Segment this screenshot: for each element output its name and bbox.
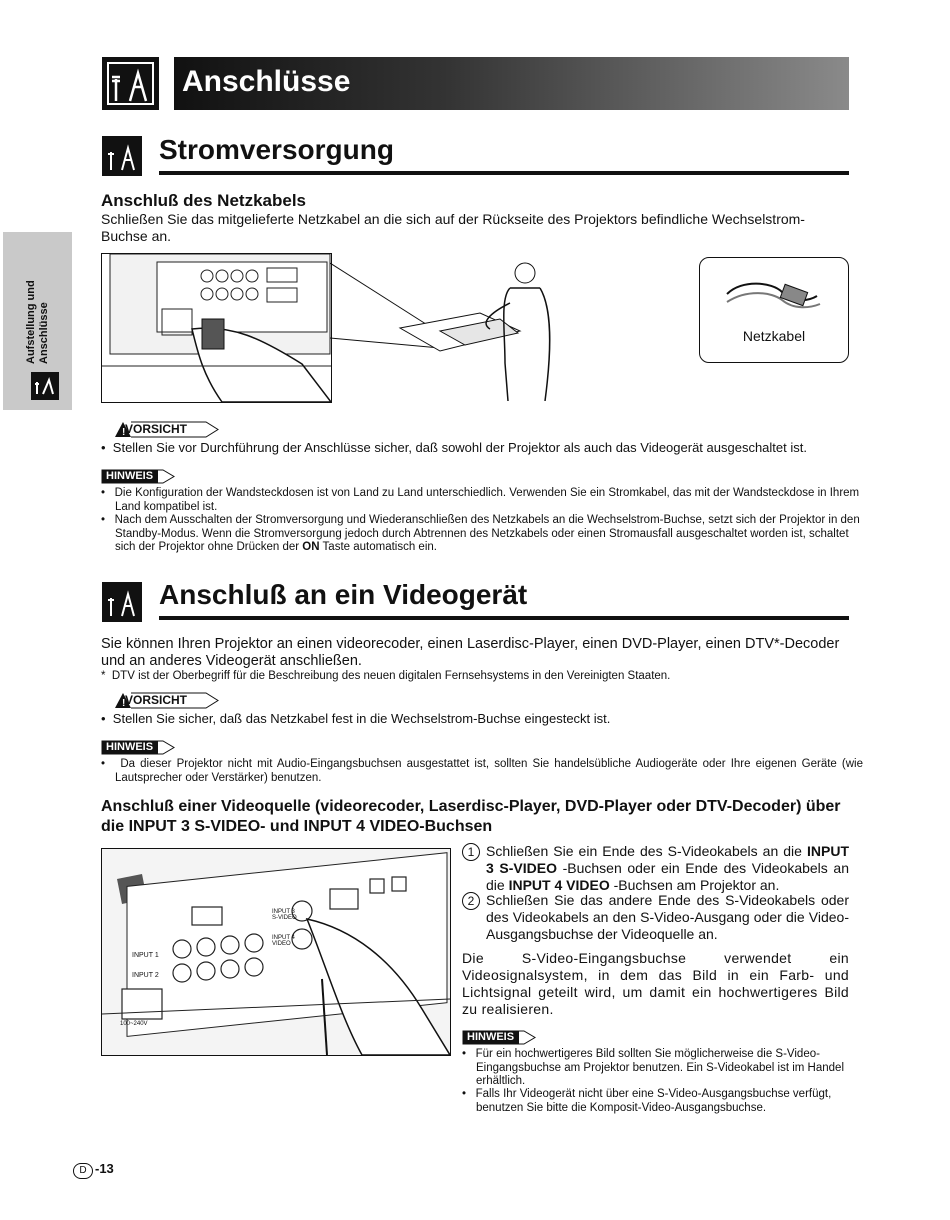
power-socket-illustration [101,253,332,403]
page-title: Anschlüsse [182,65,351,98]
connector-icon [102,57,159,110]
intro-text: Sie können Ihren Projektor an einen videorecoder, einen Laserdisc-Player, einen DVD-Player, einen DTV*-Decoder und an anderes Videogerät anschließen. [101,636,840,669]
projector-user-illustration [330,253,560,401]
svg-text:!: ! [122,427,126,438]
input-panel-illustration [101,848,451,1056]
step-1: 1 Schließen Sie ein Ende des S-Videokabels an die INPUT 3 S-VIDEO -Buchsen oder ein Ende des Videokabels an die INPUT 4 VIDEO -Buchsen am Projektor an. [462,843,849,894]
caution-label: VORSICHT [125,422,188,436]
note-tag [101,469,175,489]
note-item: • Nach dem Ausschalten der Stromversorgung und Wiederanschließen des Netzkabels an die Wechselstrom-Buchse, setzt sich der Projektor in den Standby-Modus. Wenn die Stromversorgung jedoch durch Abtrennen des Netzkabels oder einen Stromausfall ausgeschaltet worden ist, schaltet sich der Projektor ohne Drücken der ON Taste automatisch ein. [101,514,860,553]
svg-text:!: ! [122,698,126,709]
caution-text: • Stellen Sie vor Durchführung der Anschlüsse sicher, daß sowohl der Projektor als auch das Videogerät ausgeschaltet ist. [101,440,807,455]
note-label: HINWEIS [106,470,154,482]
page-number [73,1160,114,1179]
panel-label: INPUT 1 [132,952,159,959]
step-number: 1 [462,843,480,861]
section-rule [159,171,849,175]
connector-icon [102,136,142,176]
note-item: • Falls Ihr Videogerät nicht über eine S-Video-Ausgangsbuchse verfügt, benutzen Sie bitte die Komposit-Video-Ausgangsbuchse. [462,1088,832,1114]
footnote: * DTV ist der Oberbegriff für die Beschreibung des neuen digitalen Fernsehsystems in den Vereinigten Staaten. [101,670,671,682]
step-number: 2 [462,892,480,910]
section-title: Stromversorgung [159,134,394,165]
note-item: • Für ein hochwertigeres Bild sollten Sie möglicherweise die S-Video-Eingangsbuchse am Projektor benutzen. Ein S-Videokabel ist im Handel erhältlich. [462,1048,844,1087]
caution-text: • Stellen Sie sicher, daß das Netzkabel fest in die Wechselstrom-Buchse eingesteckt ist. [101,711,611,726]
note-label: HINWEIS [467,1031,515,1043]
note-item: • Die Konfiguration der Wandsteckdosen ist von Land zu Land unterschiedlich. Verwenden Sie ein Stromkabel, das mit der Wandsteckdose in Ihrem Land kompatibel ist. [101,487,860,513]
intro-text: Schließen Sie das mitgelieferte Netzkabel an die sich auf der Rückseite des Projektors befindliche Wechselstrom-Buchse an. [101,211,805,244]
note-tag [101,740,175,760]
side-tab-label: Aufstellung und Anschlüsse [25,280,50,364]
connector-icon [31,372,59,400]
note-label: HINWEIS [106,741,154,753]
step-2: 2 Schließen Sie das andere Ende des S-Videokabels oder des Videokabels an den S-Video-Ausgang oder die Video-Ausgangsbuchse der Videoquelle an. [462,892,849,943]
panel-label: INPUT 2 [132,972,159,979]
section-rule [159,616,849,620]
accessory-box [699,257,849,363]
panel-label: INPUT 3 S-VIDEO [272,909,297,921]
note-tag [462,1030,536,1050]
page-number-text: -13 [95,1161,114,1176]
caution-label: VORSICHT [125,693,188,707]
note-item: • Da dieser Projektor nicht mit Audio-Eingangsbuchsen ausgestattet ist, sollten Sie handelsübliche Audiogeräte oder Ihre eigenen Geräte (wie Lautsprecher oder Verstärker) benutzen. [101,758,863,784]
explain-text: Die S-Video-Eingangsbuchse verwendet ein Videosignalsystem, in dem das Bild in ein Farb- und Lichtsignal geteilt wird, um damit ein hochwertigeres Bild zu realisieren. [462,950,849,1017]
accessory-label: Netzkabel [742,328,806,344]
connector-icon [102,582,142,622]
panel-label: 100~240V [120,1021,148,1027]
subheading: Anschluß des Netzkabels [101,191,307,210]
side-tab [3,232,72,410]
power-cable-icon [722,274,826,318]
panel-label: INPUT 4 VIDEO [272,935,295,947]
section-title: Anschluß an ein Videogerät [159,579,528,610]
language-badge: D [73,1163,93,1179]
subheading: Anschluß einer Videoquelle (videorecoder, Laserdisc-Player, DVD-Player oder DTV-Decoder) über die INPUT 3 S-VIDEO- und INPUT 4 VIDEO-Buchsen [101,798,841,835]
